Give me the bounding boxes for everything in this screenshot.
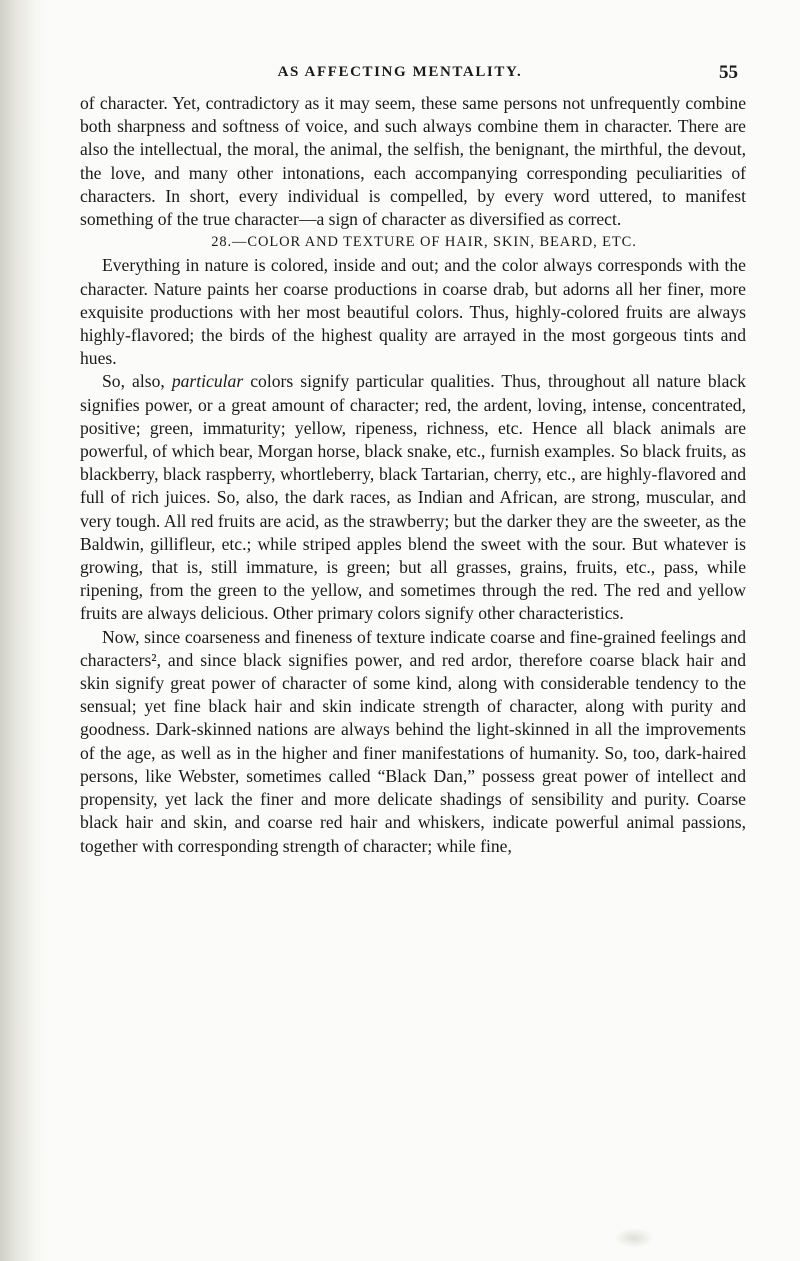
running-head <box>0 64 800 88</box>
running-title: AS AFFECTING MENTALITY. <box>277 64 523 80</box>
page-number: 55 <box>719 62 738 83</box>
paragraph-3 <box>80 370 746 625</box>
section-heading: 28.—COLOR AND TEXTURE OF HAIR, SKIN, BEARD, ETC. <box>211 234 637 251</box>
paragraph-3-intro: So, also, <box>102 371 172 392</box>
paragraph-1: of character. Yet, contradictory as it may seem, these same persons not unfrequently combine both sharpness and softness of voice, and such always combine them in character. There are also the intellectual, the moral, the animal, the selfish, the benignant, the mirthful, the devout, the love, and many other intonations, each accompanying corresponding peculiarities of characters. In short, every individual is compelled, by every word uttered, to manifest something of the true character—a sign of character as diversified as correct. <box>80 93 746 230</box>
paragraph-3-rest: colors signify particular qualities. Thus, throughout all nature black signifies power, or a great amount of character; red, the ardent, loving, intense, concentrated, positive; green, immaturity; yellow, ripeness, richness, etc. Hence all black animals are powerful, of which bear, Morgan horse, black snake, etc., furnish examples. So black fruits, as blackberry, black raspberry, whortleberry, black Tartarian, cherry, etc., are highly-flavored and full of rich juices. So, also, the dark races, as Indian and African, are strong, muscular, and very tough. All red fruits are acid, as the strawberry; but the darker they are the sweeter, as the Baldwin, gillifleur, etc.; while striped apples blend the sweet with the sour. But whatever is growing, that is, still immature, is green; but all grasses, grains, fruits, etc., pass, while ripening, from the green to the yellow, and sometimes through the red. The red and yellow fruits are always delicious. Other primary colors signify other characteristics. <box>80 371 746 624</box>
ink-blot <box>614 1228 654 1248</box>
binding-shadow <box>0 0 46 1261</box>
paragraph-2: Everything in nature is colored, inside and out; and the color always corresponds with the character. Nature paints her coarse productions in coarse drab, but adorns all her finer, more exquisite productions with her most beautiful colors. Thus, highly-colored fruits are always highly-flavored; the birds of the highest quality are arrayed in the most gorgeous tints and hues. <box>80 255 746 369</box>
paragraph-4: Now, since coarseness and fineness of texture indicate coarse and fine-grained feelings and characters², and since black signifies power, and red ardor, therefore coarse black hair and skin signify great power of character of some kind, along with considerable tendency to the sensual; yet fine black hair and skin indicate strength of character, along with purity and goodness. Dark-skinned nations are always behind the light-skinned in all the improvements of the age, as well as in the higher and finer manifestations of humanity. So, too, dark-haired persons, like Webster, sometimes called “Black Dan,” possess great power of intellect and propensity, yet lack the finer and more delicate shadings of sensibility and purity. Coarse black hair and skin, and coarse red hair and whiskers, indicate powerful animal passions, together with corresponding strength of character; while fine, <box>80 626 746 856</box>
body-text <box>80 92 746 858</box>
paragraph-3-emphasis: particular <box>171 371 244 392</box>
